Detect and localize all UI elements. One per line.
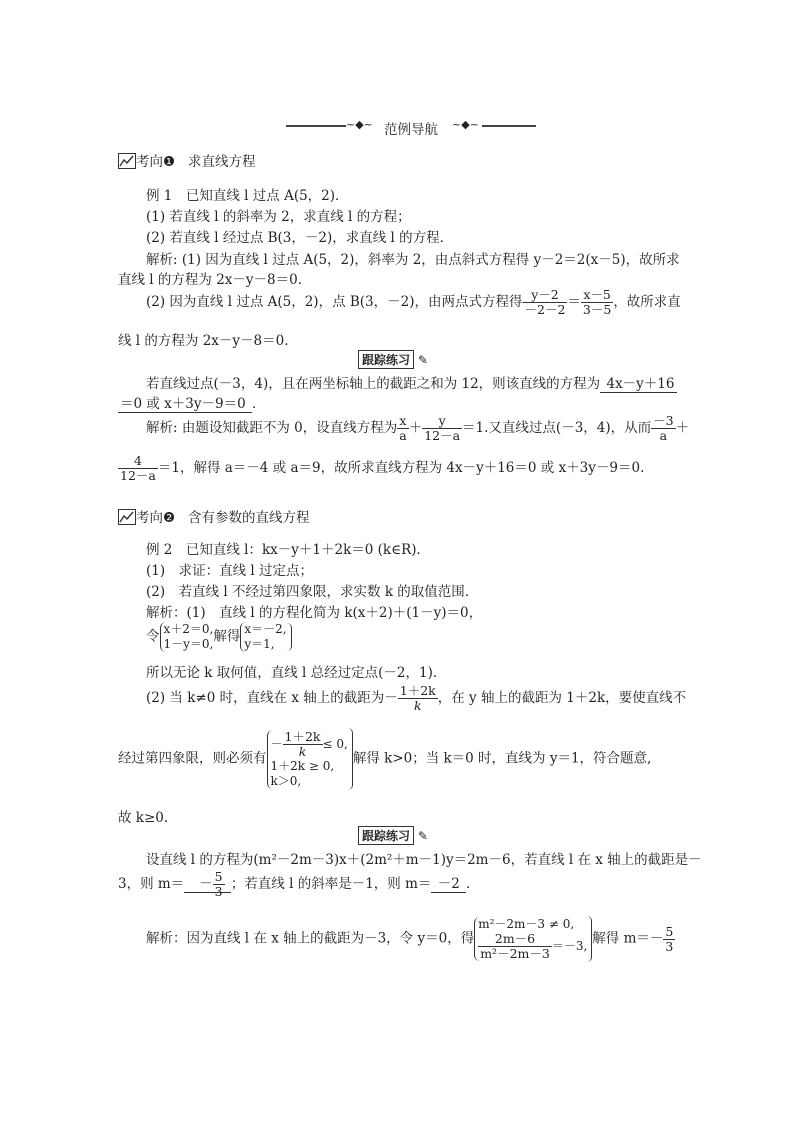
solution-text: (2) 当 k≠0 时，直线在 x 轴上的截距为－ [146, 690, 398, 706]
period: ． [466, 876, 480, 892]
denominator: 12－a [120, 468, 156, 483]
solution-text: 解析：因为直线 l 在 x 轴上的截距为－3，令 y＝0，得 [146, 930, 475, 947]
solution-text: 解析: 由题设知截距不为 0，设直线方程为 [146, 420, 398, 436]
page-section-title: 范例导航 [384, 122, 438, 138]
example-2-title: 例 2 已知直线 l：kx－y＋1＋2k＝0 (k∈R)． [146, 542, 431, 558]
pen-icon: ✎ [414, 829, 428, 843]
section-2-prefix: 考向❷ [136, 510, 176, 526]
fraction [478, 932, 552, 961]
solution-text: 解得 m＝－ [592, 930, 664, 947]
denominator: 3 [214, 884, 223, 899]
example-2-solution-line-2 [146, 622, 292, 652]
practice-1-line-2 [118, 392, 265, 412]
section-1-prefix: 考向❶ [136, 154, 176, 170]
system-row-tail: ≤ 0, [322, 736, 348, 751]
system-row: y＝1, [244, 637, 275, 651]
system-row [478, 932, 587, 961]
right-ornament [482, 125, 536, 127]
practice-2-solution [146, 916, 675, 962]
example-2-solution-line-5 [118, 728, 651, 790]
fraction [283, 730, 323, 759]
answer-blank: －2 [433, 876, 465, 892]
minus: － [270, 736, 283, 751]
practice-2-line-2 [118, 870, 480, 899]
system-row-tail: ＝－3, [551, 939, 588, 953]
fraction [397, 414, 408, 443]
solution-2-tail: ，故所求直 [613, 294, 681, 310]
numerator: 1＋2k [399, 683, 436, 698]
solution-text: 解得 k>0；当 k＝0 时，直线为 y＝1，符合题意, [352, 750, 652, 767]
fraction [422, 414, 462, 443]
practice-1-line-1 [146, 372, 677, 392]
period: ． [251, 396, 266, 412]
section-2-heading [118, 506, 309, 526]
section-2-title: 含有参数的直线方程 [187, 510, 310, 526]
system-row: x＋2＝0, [163, 622, 214, 636]
example-1-question-2: (2) 若直线 l 经过点 B(3，－2)，求直线 l 的方程． [146, 230, 454, 246]
plus: ＋ [408, 420, 423, 436]
system-row [271, 730, 348, 759]
minus: － [199, 876, 213, 892]
practice-1-solution-line-1 [146, 414, 689, 443]
practice-text: ；若直线 l 的斜率是－1，则 m＝ [230, 876, 432, 892]
equation-system [160, 622, 214, 652]
numerator: 2m－6 [478, 932, 552, 947]
practice-1-solution-line-2 [118, 454, 644, 483]
example-2-solution-line-3: 所以无论 k 取何值，直线 l 总经过定点(－2，1)． [146, 665, 447, 681]
numerator: 5 [214, 869, 223, 884]
let-text: 令 [146, 628, 160, 645]
fraction [398, 684, 438, 713]
solution-1-line-1: 解析: (1) 因为直线 l 过点 A(5，2)，斜率为 2，由点斜式方程得 y－2＝2(x－5)，故所求 [146, 252, 680, 268]
practice-badge-1 [358, 350, 428, 367]
solution-text: 经过第四象限，则必须有 [118, 750, 267, 767]
denominator: a [399, 428, 407, 443]
inequality-system [267, 730, 348, 789]
numerator: －3 [653, 413, 674, 428]
solution-2-line-2: 线 l 的方程为 2x－y－8＝0. [118, 333, 289, 349]
practice-badge-2 [358, 826, 428, 843]
denominator: 12－a [424, 428, 461, 443]
system-row: k＞0, [270, 773, 302, 788]
denominator: 3 [665, 938, 674, 954]
equation-system [474, 917, 587, 961]
example-1-title: 例 1 已知直线 l 过点 A(5，2)． [146, 188, 349, 204]
system-row: 1＋2k ≥ 0, [270, 758, 335, 773]
practice-text: 3，则 m＝ [118, 876, 185, 892]
system-close [287, 623, 292, 651]
trend-icon [118, 153, 136, 169]
practice-label: 跟踪练习 [358, 350, 414, 369]
solution-text: ＝1，解得 a＝－4 或 a＝9，故所求直线方程为 4x－y＋16＝0 或 x＋3y－9＝0. [157, 460, 645, 476]
plus: ＋ [675, 420, 690, 436]
fraction [663, 925, 675, 954]
numerator: 1＋2k [284, 728, 321, 744]
denominator: a [659, 428, 668, 443]
answer-blank [184, 869, 231, 899]
trend-icon [118, 509, 136, 525]
fraction [118, 454, 158, 483]
practice-label: 跟踪练习 [358, 826, 414, 845]
solution-2-line-1 [146, 288, 681, 317]
system-row: 1－y＝0, [163, 637, 214, 651]
numerator: x－5 [581, 288, 613, 303]
equation-system [240, 622, 286, 652]
solution-text: ，在 y 轴上的截距为 1＋2k，要使直线不 [437, 690, 687, 706]
example-2-question-2: (2) 若直线 l 不经过第四象限，求实数 k 的取值范围． [146, 584, 479, 600]
fraction [581, 288, 613, 317]
example-2-question-1: (1) 求证：直线 l 过定点； [146, 563, 314, 579]
numerator: 5 [665, 923, 674, 939]
numerator: x [397, 414, 408, 429]
solution-2-text: (2) 因为直线 l 过点 A(5，2)，点 B(3，－2)，由两点式方程得 [146, 294, 523, 310]
denominator: －2－2 [524, 302, 566, 317]
pen-icon: ✎ [414, 353, 428, 367]
denominator: 3－5 [582, 302, 612, 317]
fraction [651, 414, 675, 443]
numerator: y [422, 414, 462, 429]
example-2-solution-line-4 [146, 684, 686, 713]
denominator: m²－2m－3 [480, 946, 550, 961]
fraction [213, 870, 225, 899]
practice-2-line-1: 设直线 l 的方程为(m²－2m－3)x＋(2m²＋m－1)y＝2m－6，若直线 l 在 x 轴上的截距是－ [146, 852, 702, 868]
section-1-heading [118, 150, 255, 170]
practice-1-text: 若直线过点(－3，4)，且在两坐标轴上的截距之和为 12，则该直线的方程为 [146, 376, 601, 392]
denominator: k [298, 743, 307, 759]
denominator: k [413, 698, 422, 713]
system-row: x＝－2, [244, 622, 287, 636]
left-ornament [286, 125, 346, 127]
section-1-title: 求直线方程 [187, 154, 256, 170]
numerator: y－2 [523, 288, 568, 303]
right-ornament-glyph: ~◆~ [452, 118, 479, 131]
solution-1-line-2: 直线 l 的方程为 2x－y－8＝0. [118, 272, 302, 288]
left-ornament-glyph: ~◆~ [346, 118, 373, 131]
section-header [286, 118, 536, 138]
solution-text: ＝1.又直线过点(－3，4)，从而 [462, 420, 652, 436]
example-2-solution-line-1: 解析：(1) 直线 l 的方程化简为 k(x＋2)＋(1－y)＝0， [146, 605, 483, 621]
equals: ＝ [567, 294, 581, 310]
solve-text: 解得 [213, 628, 241, 645]
answer-blank: ＝0 或 x＋3y－9＝0 [120, 396, 250, 412]
fraction [523, 288, 568, 317]
numerator: 4 [118, 454, 158, 469]
answer-blank: 4x－y＋16 [602, 376, 675, 392]
system-row: m²－2m－3 ≠ 0, [478, 917, 575, 931]
example-2-solution-line-6: 故 k≥0. [118, 810, 169, 826]
example-1-question-1: (1) 若直线 l 的斜率为 2，求直线 l 的方程； [146, 209, 411, 225]
